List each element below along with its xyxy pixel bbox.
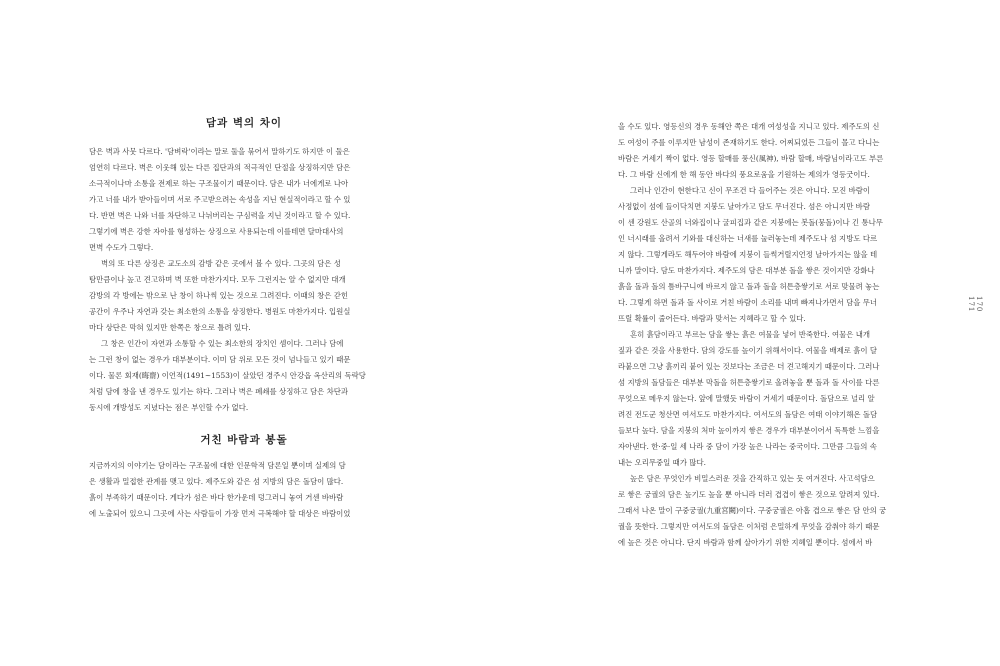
body-line: 내는 오리무중일 때가 많다. — [618, 458, 706, 467]
body-line: 은 생활과 밀접한 관계를 맺고 있다. 제주도와 같은 섬 지방의 담은 돌담이 많다. — [89, 477, 344, 486]
body-line: 면벽 수도가 그렇다. — [89, 243, 154, 252]
body-line: 지 않다. 그렇게라도 해두어야 바람에 지붕이 들썩거릴지언정 날아가지는 않을 테 — [618, 250, 878, 259]
body-line: 에 높은 것은 아니다. 단지 바람과 함께 살아가기 위한 지혜일 뿐이다. 섬에서 바 — [618, 538, 873, 547]
body-line: 무엇으로 메우지 않는다. 앞에 말했듯 바람이 거세기 때문이다. 돌담으로 널리 알 — [618, 394, 875, 403]
body-line: 탐만큼이나 높고 견고하며 벽 또한 마찬가지다. 모두 그런지는 알 수 없지만 대개 — [89, 275, 346, 284]
body-line: 사정없이 섬에 들이닥치면 지붕도 날아가고 담도 무너진다. 섬은 아니지만 바람 — [618, 202, 870, 211]
body-line: 높은 담은 무엇인가 비밀스러운 것을 간직하고 있는 듯 여겨진다. 사고석담으 — [630, 474, 875, 483]
body-line: 흙이 부족하기 때문이다. 게다가 섬은 바다 한가운데 덩그러니 놓여 거센 바바람 — [89, 493, 344, 502]
section-heading-wind-and-stones: 거친 바람과 봉돌 — [200, 434, 288, 446]
body-line: 지금까지의 이야기는 담이라는 구조물에 대한 인문학적 담론일 뿐이며 실제의 담 — [89, 461, 346, 470]
body-line: 감방의 각 방에는 밖으로 난 창이 하나씩 있는 것으로 그려진다. 이때의 창은 갇힌 — [89, 291, 349, 300]
body-line: 그러나 인간이 현한다고 신이 무조건 다 들어주는 것은 아니다. 모진 바람이 — [630, 186, 871, 195]
body-line: 섬 지방의 돌담들은 대부분 막돌을 허튼층쌓기로 올려놓을 뿐 돌과 돌 사이를 다른 — [618, 378, 880, 387]
body-line: 자아낸다. 한·중·일 세 나라 중 담이 가장 높은 나라는 중국이다. 그만큼 그들의 속 — [618, 442, 877, 451]
body-line: 그래서 나온 말이 구중궁궐(九重宮闕)이다. 구중궁궐은 아홉 겹으로 쌓은 담 안의 궁 — [618, 506, 887, 515]
body-line: 엄연히 다르다. 벽은 이웃해 있는 다른 집단과의 적극적인 단절을 상징하지만 담은 — [89, 163, 351, 172]
body-line: 가고 너를 내가 받아들이며 서로 주고받으려는 속성을 지닌 현실적이라고 할 수 있 — [89, 195, 351, 204]
body-line: 을 수도 있다. 영등신의 경우 동해안 쪽은 대개 여성성을 지니고 있다. 제주도의 신 — [618, 122, 880, 131]
section1-body — [89, 144, 399, 416]
body-line: 는 그런 창이 없는 경우가 대부분이다. 이미 담 위로 모든 것이 넘나들고 있기 때문 — [89, 355, 351, 364]
body-line: 소극적이나마 소통을 전제로 하는 구조물이기 때문이다. 담은 내가 너에게로 나아 — [89, 179, 349, 188]
body-line: 뜨릴 확률이 줄어든다. 바람과 맞서는 지혜라고 할 수 있다. — [618, 314, 806, 323]
body-line: 다. 그렇게 하면 돌과 돌 사이로 거친 바람이 소리를 내며 빠져나가면서 담을 무너 — [618, 298, 878, 307]
page-number-right: 171 — [967, 296, 975, 313]
section2-body — [89, 458, 399, 522]
body-line: 에 노출되어 있으니 그곳에 사는 사람들이 가장 먼저 극복해야 할 대상은 바람이었 — [89, 509, 351, 518]
body-line: 로 쌓은 궁궐의 담은 높기도 높을 뿐 아니라 더러 겹겹이 쌓은 것으로 알려져 있다. — [618, 490, 880, 499]
body-line: 이 센 강원도 산골의 너와집이나 굴피집과 같은 지붕에는 봇돌(뭉돌)이나 긴 통나무 — [618, 218, 883, 227]
body-line: 마다 상단은 막혀 있지만 한쪽은 창으로 틀려 있다. — [89, 323, 251, 332]
body-line: 다. 그 바람 신에게 한 해 동안 바다의 풍요로움을 기원하는 제의가 영등굿이다. — [618, 170, 870, 179]
right-page — [500, 0, 1000, 666]
body-line: 들보다 높다. 담을 지붕의 처마 높이까지 쌓은 경우가 대부분이어서 독특한 느낌을 — [618, 426, 880, 435]
body-line: 그 창은 인간이 자연과 소통할 수 있는 최소한의 장치인 셈이다. 그러나 담에 — [101, 339, 344, 348]
body-line: 궐을 뜻한다. 그렇지만 여서도의 돌담은 이처럼 은밀하게 무엇을 감춰야 하기 때문 — [618, 522, 880, 531]
body-line: 동시에 개방성도 지녔다는 점은 부인할 수가 없다. — [89, 403, 249, 412]
body-line: 도 여성이 주를 이루지만 남성이 존재하기도 한다. 어찌되었든 그들이 몰고 다니는 — [618, 138, 880, 147]
body-line: 인 너시래를 올려서 기와를 대신하는 너새를 눌러놓는데 제주도나 섬 지방도 다르 — [618, 234, 878, 243]
body-line: 흔히 흙담이라고 부르는 담을 쌓는 흙은 여물을 넣어 반죽한다. 여물은 내개 — [630, 330, 871, 339]
page-number-left: 170 — [975, 296, 983, 313]
body-line: 바람은 거세기 짝이 없다. 영등 할매를 풍신(風神), 바람 할매, 바람님이라고도 부른 — [618, 154, 884, 163]
body-line: 흙을 돌과 돌의 틈바구니에 바르지 않고 돌과 돌을 허튼층쌓기로 서로 맞물려 놓는 — [618, 282, 880, 291]
page-numbers — [967, 296, 983, 312]
body-line: 짚과 같은 것을 사용한다. 담의 강도를 높이기 위해서이다. 여물을 배제로 흙이 달 — [618, 346, 878, 355]
body-line: 벽의 또 다른 상징은 교도소의 감방 같은 곳에서 볼 수 있다. 그곳의 담은 성 — [101, 259, 341, 268]
right-page-body — [618, 119, 928, 551]
body-line: 다. 반면 벽은 나와 너를 차단하고 나뉘버리는 구심력을 지닌 것이라고 할 수 있다. — [89, 211, 351, 220]
body-line: 이다. 물론 회재(晦齋) 이언적(1491~1553)이 살았던 경주시 안강읍 옥산리의 독락당 — [89, 371, 366, 380]
body-line: 공간이 우주나 자연과 갖는 최소한의 소통을 상징한다. 병원도 마찬가지다. 입원실 — [89, 307, 351, 316]
body-line: 그렇기에 벽은 강한 자아를 형성하는 상징으로 사용되는데 이를테면 달마대사의 — [89, 227, 344, 236]
body-line: 니까 말이다. 담도 마찬가지다. 제주도의 담은 대부분 돌을 쌓은 것이지만 강화나 — [618, 266, 875, 275]
body-line: 담은 벽과 사뭇 다르다. '담벼락'이라는 말로 둘을 묶어서 말하기도 하지만 이 둘은 — [89, 147, 350, 156]
section-heading-wall-vs-fence: 담과 벽의 차이 — [205, 117, 283, 129]
body-line: 처럼 담에 창을 낸 경우도 있기는 하다. 그러나 벽은 폐쇄를 상징하고 담은 차단과 — [89, 387, 349, 396]
body-line: 라붙으면 그냥 흙끼리 붙어 있는 것보다는 조금은 더 견고해지기 때문이다. 그러나 — [618, 362, 880, 371]
body-line: 려진 전도군 청산면 여서도도 마찬가지다. 여서도의 돌담은 여태 이야기해온 돌담 — [618, 410, 878, 419]
